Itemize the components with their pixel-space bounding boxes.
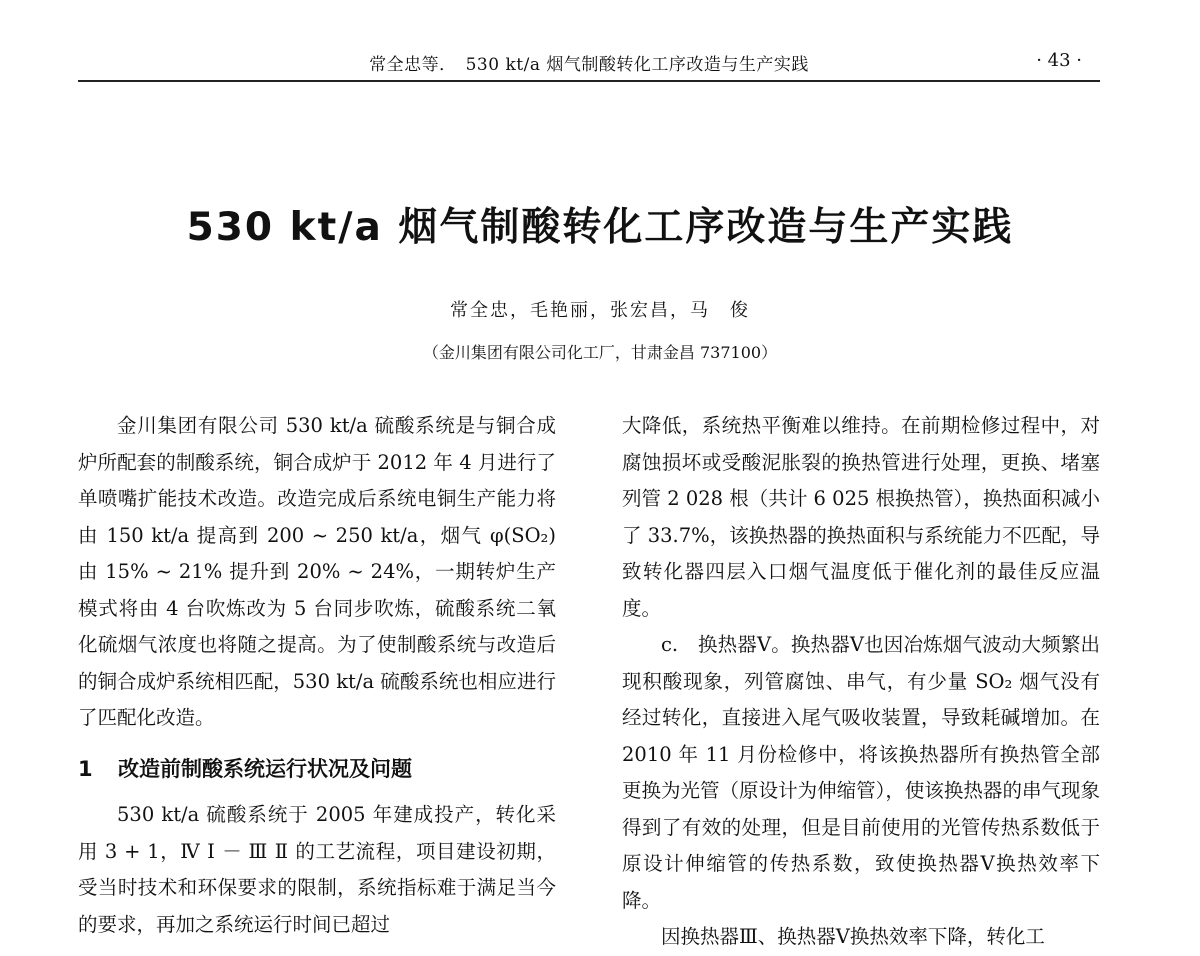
- article-title: 530 kt/a 烟气制酸转化工序改造与生产实践: [186, 205, 1014, 250]
- paragraph-heat-exchanger-5: c. 换热器Ⅴ。换热器Ⅴ也因冶炼烟气波动大频繁出现积酸现象，列管腐蚀、串气，有少量 SO₂ 烟气没有经过转化，直接进入尾气吸收装置，导致耗碱增加。在 2010 年 11 月份检修中，将该换热器所有换热管全部更换为光管（原设计为伸缩管），使该换热器的串气现象得到了有效的处理，但是目前使用的光管传热系数低于原设计伸缩管的传热系数，致使换热器Ⅴ换热效率下降。: [622, 633, 1100, 912]
- article-authors: 常全忠，毛艳丽，张宏昌，马 俊: [450, 300, 750, 321]
- left-column: [78, 408, 556, 943]
- page-number: · 43 ·: [1036, 50, 1082, 71]
- paragraph-heat-exchanger-3: 大降低，系统热平衡难以维持。在前期检修过程中，对腐蚀损坏或受酸泥胀裂的换热管进行处理，更换、堵塞列管 2 028 根（共计 6 025 根换热管），换热面积减小了 33.7%，该换热器的换热面积与系统能力不匹配，导致转化器四层入口烟气温度低于催化剂的最佳反应温度。: [622, 414, 1100, 620]
- section-number: 1: [78, 756, 93, 781]
- running-head: [78, 34, 1100, 82]
- section-title: 改造前制酸系统运行状况及问题: [118, 756, 412, 781]
- intro-paragraph: 金川集团有限公司 530 kt/a 硫酸系统是与铜合成炉所配套的制酸系统，铜合成炉于 2012 年 4 月进行了单喷嘴扩能技术改造。改造完成后系统电铜生产能力将由 150 kt/a 提高到 200 ~ 250 kt/a，烟气 φ(SO₂) 由 15% ~ 21% 提升到 20% ~ 24%，一期转炉生产模式将由 4 台吹炼改为 5 台同步吹炼，硫酸系统二氧化硫烟气浓度也将随之提高。为了使制酸系统与改造后的铜合成炉系统相匹配，530 kt/a 硫酸系统也相应进行了匹配化改造。: [78, 414, 556, 729]
- running-title: 常全忠等． 530 kt/a 烟气制酸转化工序改造与生产实践: [369, 55, 809, 75]
- section-heading: [78, 751, 556, 788]
- paragraph-continued: 因换热器Ⅲ、换热器Ⅴ换热效率下降，转化工: [661, 925, 1045, 948]
- right-column: [622, 408, 1100, 956]
- section-paragraph: 530 kt/a 硫酸系统于 2005 年建成投产，转化采用 3 + 1，Ⅳ Ⅰ － Ⅲ Ⅱ 的工艺流程，项目建设初期，受当时技术和环保要求的限制，系统指标难于满足当今的要求，再加之系统运行时间已超过: [78, 803, 556, 936]
- article-affiliation: （金川集团有限公司化工厂，甘肃金昌 737100）: [422, 343, 778, 362]
